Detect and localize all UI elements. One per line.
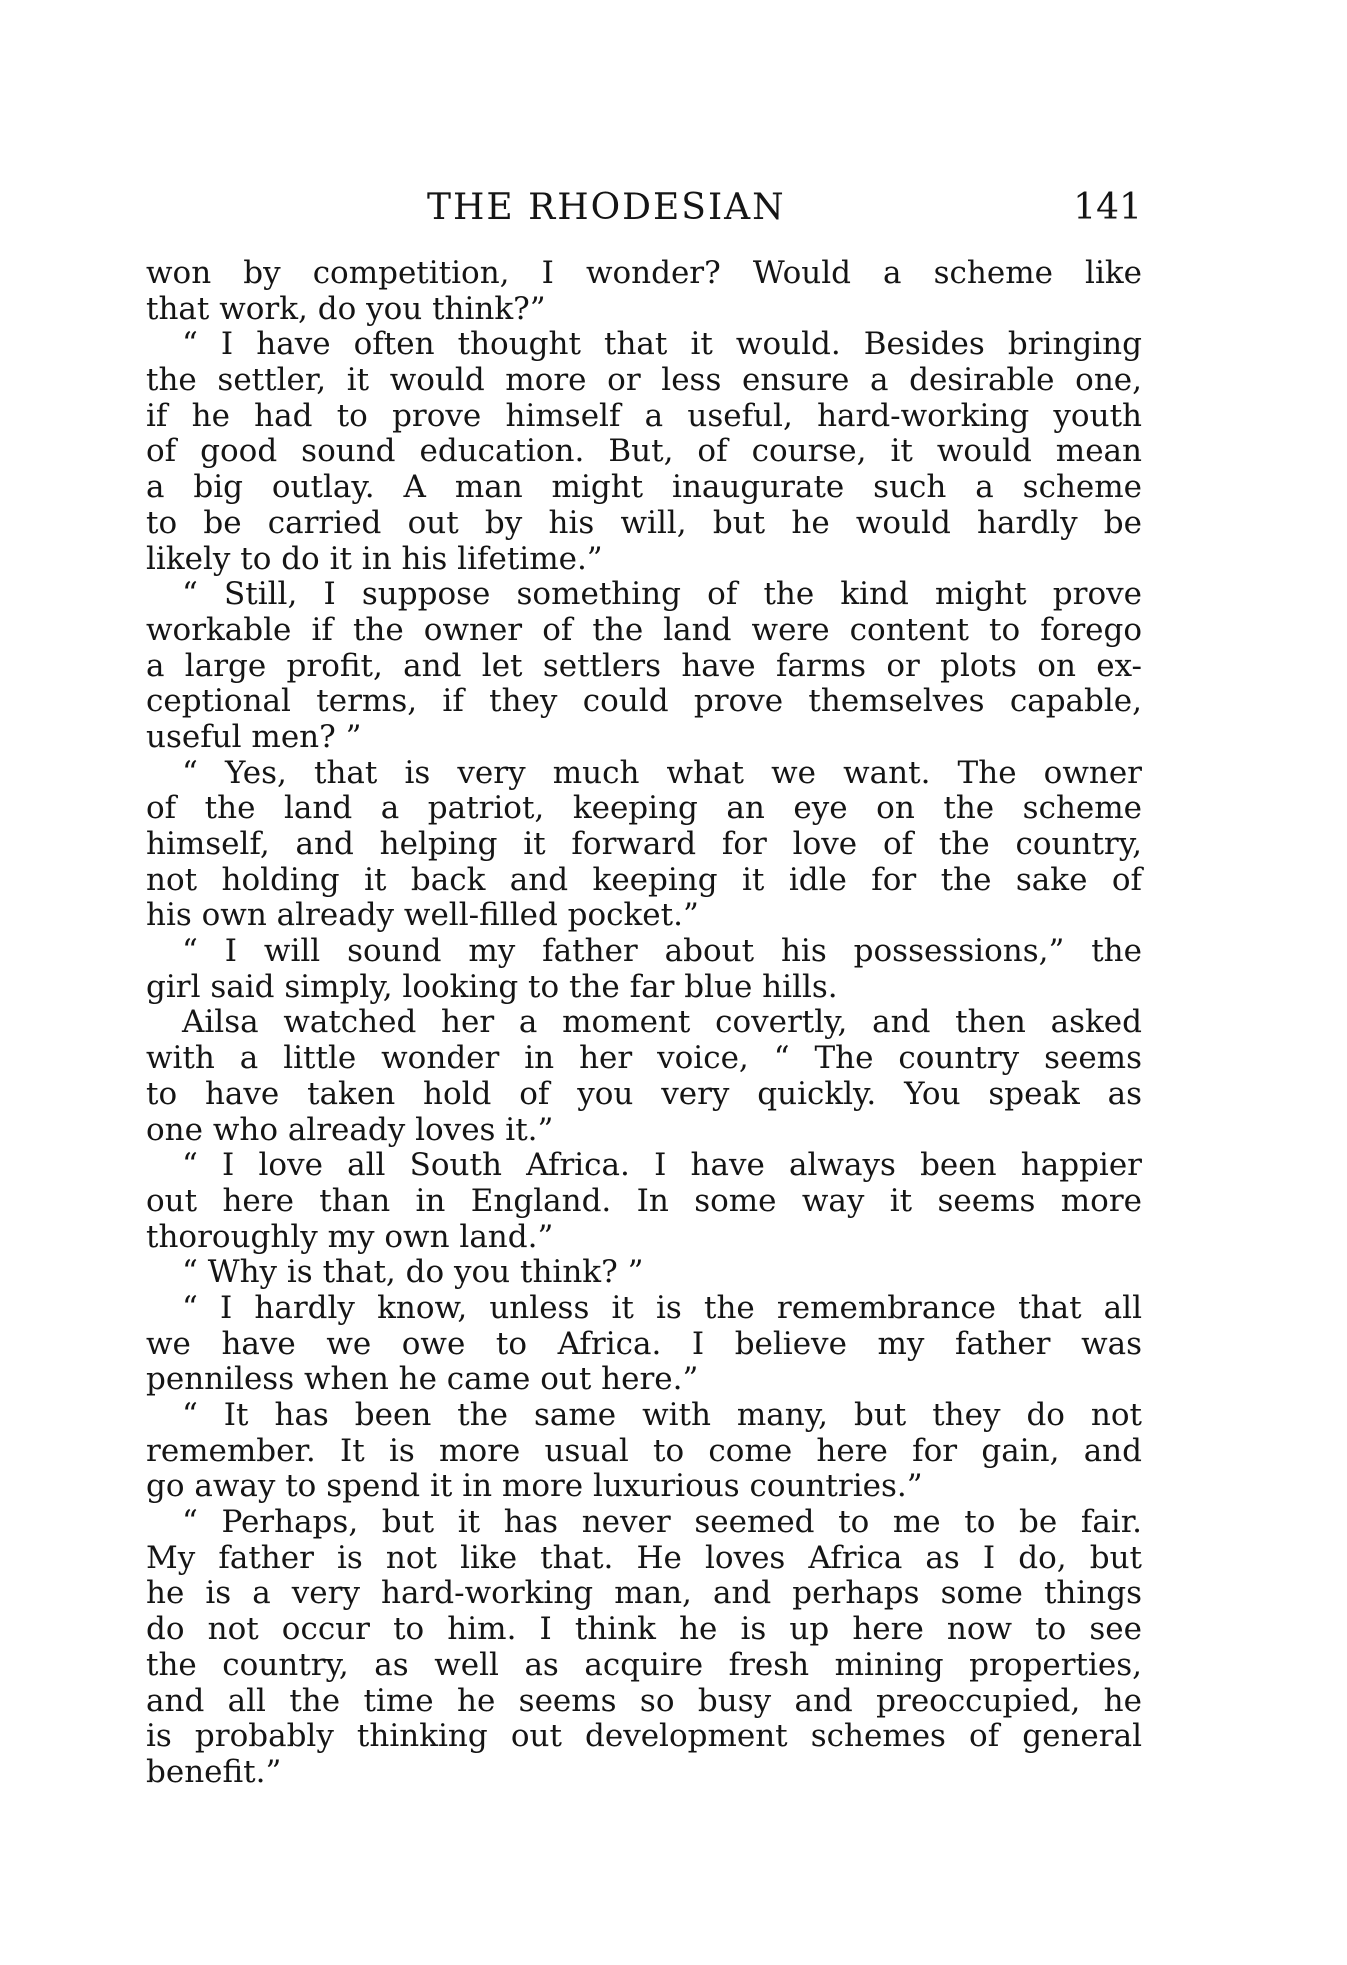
text-line: and all the time he seems so busy and preoccupied, he (146, 1682, 1142, 1719)
text-line: to be carried out by his will, but he would hardly be (146, 504, 1142, 541)
text-line: “ Perhaps, but it has never seemed to me to be fair. (182, 1504, 1142, 1541)
text-line: if he had to prove himself a useful, hard-working youth (146, 397, 1142, 434)
text-line: of the land a patriot, keeping an eye on the scheme (146, 790, 1142, 827)
running-head (146, 183, 1142, 233)
text-line: he is a very hard-working man, and perhaps some things (146, 1575, 1142, 1612)
text-line: of good sound education. But, of course, it would mean (146, 433, 1142, 470)
text-line: likely to do it in his lifetime.” (146, 540, 603, 577)
text-line: a large profit, and let settlers have farms or plots on ex- (146, 647, 1142, 684)
text-line: ceptional terms, if they could prove themselves capable, (146, 683, 1142, 720)
text-line: “ It has been the same with many, but they do not (182, 1397, 1142, 1433)
body-text (146, 256, 1142, 1791)
book-title: THE RHODESIAN (427, 187, 786, 228)
text-line: Ailsa watched her a moment covertly, and then asked (182, 1004, 1142, 1041)
text-line: useful men? ” (146, 718, 362, 755)
text-line: girl said simply, looking to the far blue hills. (146, 968, 838, 1005)
text-line: My father is not like that. He loves Africa as I do, but (146, 1539, 1142, 1576)
text-line: one who already loves it.” (146, 1111, 554, 1148)
text-line: not holding it back and keeping it idle for the sake of (146, 861, 1142, 898)
text-line: remember. It is more usual to come here for gain, and (146, 1432, 1142, 1469)
text-line: benefit.” (146, 1753, 282, 1790)
text-line: won by competition, I wonder? Would a scheme like (146, 255, 1142, 291)
text-line: the country, as well as acquire fresh mining properties, (146, 1646, 1142, 1683)
text-line: “ I have often thought that it would. Besides bringing (182, 326, 1142, 363)
text-line: “ Still, I suppose something of the kind might prove (182, 576, 1142, 613)
text-line: workable if the owner of the land were content to forego (146, 611, 1142, 648)
text-line: himself, and helping it forward for love of the country, (146, 826, 1142, 862)
text-line: to have taken hold of you very quickly. You speak as (146, 1075, 1142, 1112)
text-line: we have we owe to Africa. I believe my father was (146, 1325, 1142, 1362)
text-line: “ Yes, that is very much what we want. The owner (182, 754, 1142, 791)
text-line: thoroughly my own land.” (146, 1218, 554, 1255)
text-line: “ I hardly know, unless it is the remembrance that all (182, 1289, 1142, 1326)
text-line: the settler, it would more or less ensure a desirable one, (146, 362, 1142, 399)
text-line: “ Why is that, do you think? ” (182, 1254, 644, 1291)
text-line: go away to spend it in more luxurious countries.” (146, 1468, 923, 1505)
text-line: “ I will sound my father about his possessions,” the (182, 933, 1142, 970)
text-line: with a little wonder in her voice, “ The country seems (146, 1040, 1142, 1077)
text-line: that work, do you think?” (146, 290, 546, 327)
text-line: a big outlay. A man might inaugurate such a scheme (146, 469, 1142, 506)
text-line: “ I love all South Africa. I have always been happier (182, 1147, 1142, 1184)
page-number: 141 (1073, 187, 1142, 228)
text-line: do not occur to him. I think he is up here now to see (146, 1611, 1142, 1648)
text-line: is probably thinking out development schemes of general (146, 1718, 1142, 1755)
text-line: his own already well-filled pocket.” (146, 897, 699, 934)
text-line: penniless when he came out here.” (146, 1361, 699, 1398)
text-line: out here than in England. In some way it seems more (146, 1182, 1142, 1219)
